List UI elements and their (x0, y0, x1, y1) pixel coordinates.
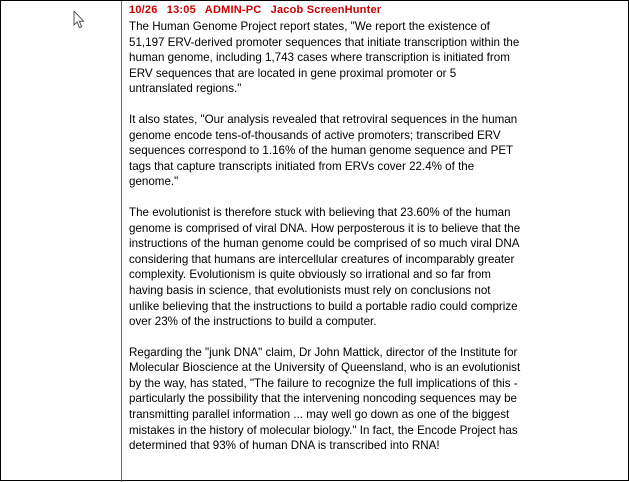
stamp-time: 13:05 (166, 4, 196, 16)
paragraph: The evolutionist is therefore stuck with believing that 23.60% of the human genome is comprised of viral DNA. How perposterous it is to believe that the instructions of the human genome could be comprised of so much viral DNA considering that humans are intercellular creatures of incomparably greater complexity. Evolutionism is quite obviously so irrational and so far from having basis in science, that evolutionists must rely on conclusions not unlike believing that the instructions to build a portable radio could comprize over 23% of the instructions to build a computer. (129, 205, 521, 329)
paragraph: Regarding the "junk DNA" claim, Dr John Mattick, director of the Institute for Molecular Bioscience at the University of Queensland, who is an evolutionist by the way, has stated, "The failure to recognize the full implications of this - particularly the possibility that the intervening noncoding sequences may be transmitting parallel information ... may well go down as one of the biggest mistakes in the history of molecular biology." In fact, the Encode Project has determined that 93% of human DNA is transcribed into RNA! (129, 345, 521, 453)
document-body (129, 19, 521, 454)
screenshot-timestamp-stamp (129, 4, 387, 16)
paragraph: The Human Genome Project report states, "We report the existence of 51,197 ERV-derived promoter sequences that initiate transcription within the human genome, including 1,743 cases where transcription is initiated from ERV sequences that are located in gene proximal promoter or 5 untranslated regions." (129, 20, 520, 96)
stamp-app: Jacob ScreenHunter (270, 4, 382, 16)
paragraph: It also states, "Our analysis revealed that retroviral sequences in the human genome encode tens-of-thousands of active promoters; transcribed ERV sequences correspond to 1.16% of the human genome sequence and PET tags that capture transcripts initiated from ERVs cover 22.4% of the genome." (129, 112, 518, 189)
margin-rule-line (121, 1, 122, 482)
stamp-machine: ADMIN-PC (204, 4, 262, 16)
stamp-date: 10/26 (129, 4, 158, 16)
mouse-pointer-icon (73, 11, 85, 29)
